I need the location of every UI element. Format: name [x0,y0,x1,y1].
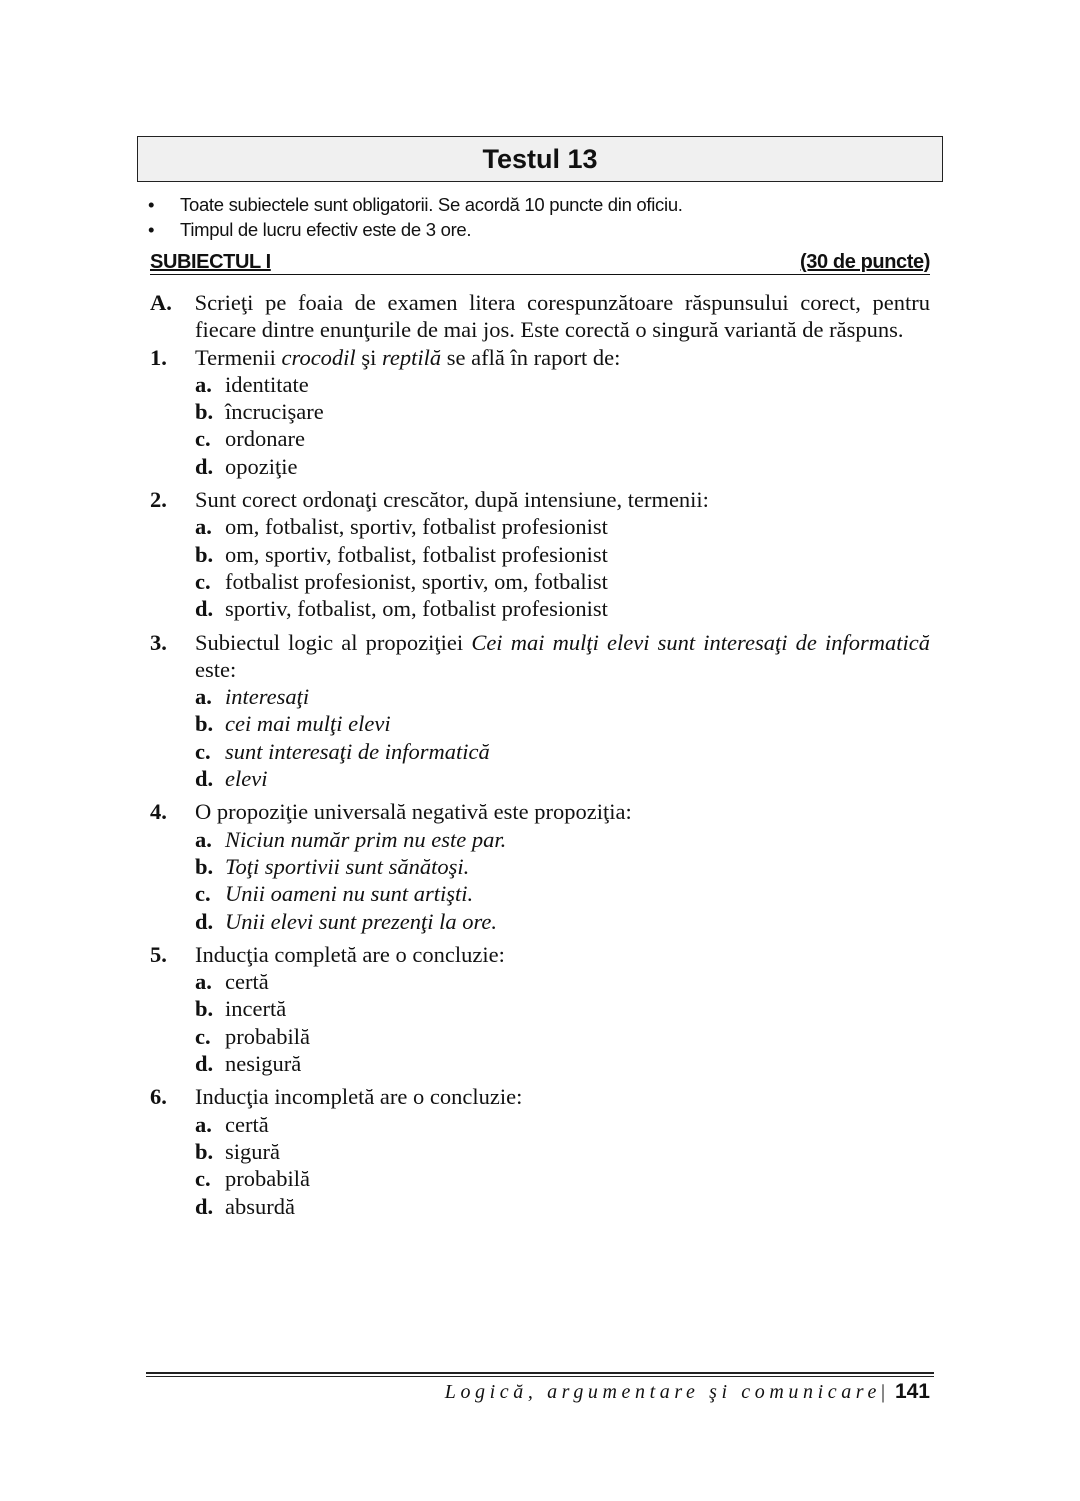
option-text: probabilă [225,1023,310,1049]
answer-option [195,826,930,853]
option-letter: d. [195,1051,214,1077]
answer-option [195,880,930,907]
option-letter: a. [195,1111,212,1137]
option-letter: c. [195,1023,211,1049]
question-4 [150,798,930,934]
answer-option [195,513,930,540]
question-body [195,486,930,622]
question-number: 4. [150,799,167,825]
option-letter: c. [195,1166,211,1192]
intro-text-content: Scrieţi pe foaia de examen litera corespunzătoare răspunsului corect, pentru fiecare dintre enunţurile de mai jos. Este corectă o singură variantă de răspuns. [194,290,930,343]
test-title: Testul 13 [137,136,943,182]
question-number: 6. [150,1084,167,1110]
option-letter: a. [195,826,212,852]
page-footer [445,1380,930,1404]
option-letter: d. [195,1193,214,1219]
option-letter: d. [195,766,214,792]
option-letter: b. [195,399,214,425]
stem-text: Inducţia completă are o concluzie: [195,941,505,967]
answer-option [195,425,930,452]
bullet-icon: • [148,194,155,215]
question-body [195,798,930,934]
question-body [195,344,930,480]
question-stem [195,344,930,371]
answer-option [195,1165,930,1192]
option-letter: a. [195,684,212,710]
stem-italic-text: crocodil [281,344,356,370]
instruction-text: Toate subiectele sunt obligatorii. Se acordă 10 puncte din oficiu. [180,194,683,215]
option-letter: d. [195,453,214,479]
answer-option [195,968,930,995]
instruction-item [148,192,683,217]
question-stem [195,486,930,513]
answer-option [195,765,930,792]
section-points: (30 de puncte) [800,251,930,273]
answer-option [195,710,930,737]
option-text: sportiv, fotbalist, om, fotbalist profesionist [225,596,608,622]
option-text: probabilă [225,1166,310,1192]
section-name: SUBIECTUL I [150,251,271,273]
answer-option [195,1111,930,1138]
option-letter: b. [195,1138,214,1164]
option-text: sunt interesaţi de informatică [225,738,490,764]
stem-text: se află în raport de: [441,344,621,370]
option-text: incertă [225,996,287,1022]
option-letter: b. [195,541,214,567]
question-stem [195,798,930,825]
answer-option [195,853,930,880]
questions-area [150,289,930,1220]
answer-option [195,683,930,710]
stem-text: O propoziţie universală negativă este propoziţia: [195,799,632,825]
option-text: ordonare [225,426,305,452]
answer-option [195,453,930,480]
question-body [195,629,930,793]
intro-label: A. [150,290,172,315]
option-letter: b. [195,853,214,879]
question-body [195,941,930,1077]
answer-option [195,908,930,935]
answer-option [195,738,930,765]
option-text: om, fotbalist, sportiv, fotbalist profesionist [225,514,608,540]
answer-option [195,1023,930,1050]
option-text: nesigură [225,1051,302,1077]
answer-option [195,995,930,1022]
instructions-list [148,192,683,242]
page-number: 141 [894,1380,930,1403]
section-header [150,250,930,275]
question-body [195,1083,930,1219]
stem-text: Termenii [195,344,282,370]
option-text: certă [225,969,269,995]
option-letter: a. [195,514,212,540]
book-title: Logică, argumentare şi comunicare [444,1380,881,1403]
question-number: 2. [150,487,167,513]
stem-text: Sunt corect ordonaţi crescător, după intensiune, termenii: [195,487,709,513]
question-number: 5. [150,941,167,967]
option-text: Niciun număr prim nu este par. [225,826,507,852]
answer-option [195,541,930,568]
option-text: încrucişare [225,399,324,425]
option-text: Unii oameni nu sunt artişti. [225,881,474,907]
intro-text [195,290,930,342]
instruction-item [148,217,683,242]
option-text: absurdă [225,1193,295,1219]
stem-text: Subiectul logic al propoziţiei [195,629,472,655]
footer-rule [146,1372,934,1377]
intro-instruction [150,289,930,344]
option-text: certă [225,1111,269,1137]
question-5 [150,941,930,1077]
question-6 [150,1083,930,1219]
option-text: fotbalist profesionist, sportiv, om, fotbalist [225,568,608,594]
option-letter: d. [195,908,214,934]
question-stem [195,941,930,968]
answer-option [195,1193,930,1220]
question-3 [150,629,930,793]
stem-italic-text: reptilă [381,344,442,370]
option-text: Toţi sportivii sunt sănătoşi. [225,853,470,879]
question-number: 1. [150,344,167,370]
stem-italic-text: Cei mai mulţi elevi sunt interesaţi de informatică [471,629,930,655]
option-letter: c. [195,568,211,594]
option-text: sigură [225,1138,280,1164]
answer-option [195,1138,930,1165]
answer-option [195,371,930,398]
option-text: identitate [225,371,309,397]
option-letter: d. [195,596,214,622]
option-letter: a. [195,969,212,995]
question-stem [195,1083,930,1110]
question-1 [150,344,930,480]
stem-text: Inducţia incompletă are o concluzie: [195,1084,523,1110]
option-letter: c. [195,738,211,764]
option-text: om, sportiv, fotbalist, fotbalist profesionist [225,541,608,567]
option-letter: c. [195,426,211,452]
option-text: elevi [225,766,268,792]
option-text: interesaţi [225,684,310,710]
option-letter: c. [195,881,211,907]
answer-option [195,595,930,622]
option-text: opoziţie [225,453,298,479]
footer-separator: | [880,1380,885,1403]
option-text: cei mai mulţi elevi [225,711,391,737]
option-letter: a. [195,371,212,397]
bullet-icon: • [148,219,155,240]
instruction-text: Timpul de lucru efectiv este de 3 ore. [180,219,472,240]
stem-text: este: [195,656,237,682]
option-letter: b. [195,711,214,737]
stem-text: şi [355,344,382,370]
answer-option [195,568,930,595]
answer-option [195,1050,930,1077]
question-number: 3. [150,629,167,655]
question-2 [150,486,930,622]
option-text: Unii elevi sunt prezenţi la ore. [225,908,498,934]
answer-option [195,398,930,425]
option-letter: b. [195,996,214,1022]
question-stem [195,629,930,684]
